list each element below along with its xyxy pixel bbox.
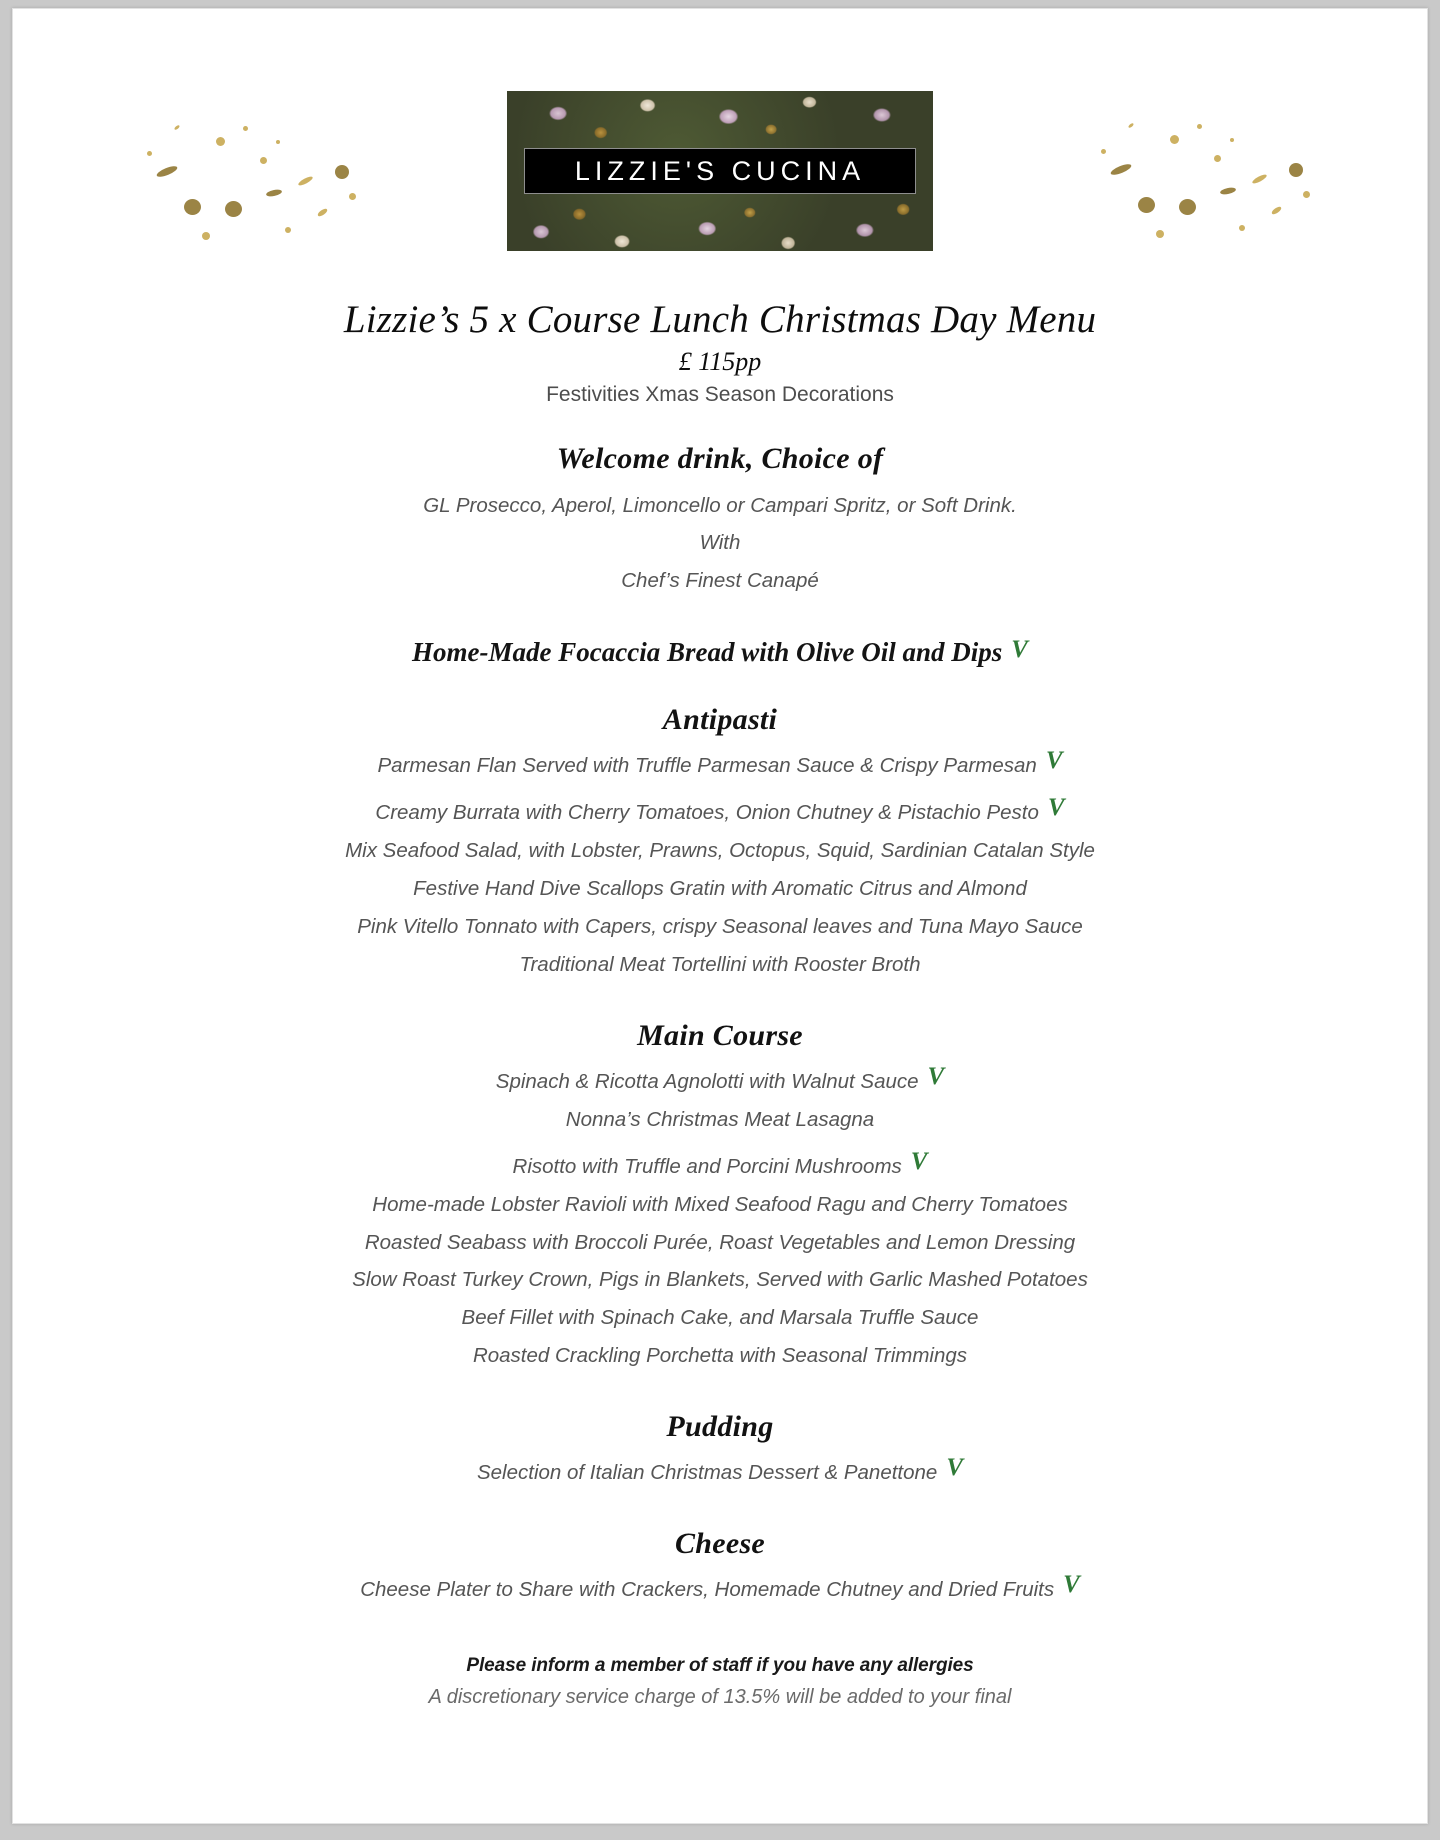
menu-item [73, 946, 1367, 984]
menu-section [73, 1526, 1367, 1609]
section-welcome-drink [73, 441, 1367, 601]
menu-sections [73, 702, 1367, 1609]
menu-item [73, 870, 1367, 908]
menu-item [73, 1186, 1367, 1224]
menu-item [73, 1337, 1367, 1375]
menu-item [73, 1101, 1367, 1139]
menu-footer [73, 1655, 1367, 1709]
menu-item [73, 1261, 1367, 1299]
vegetarian-icon: V [1011, 636, 1028, 664]
allergy-notice: Please inform a member of staff if you have any allergies [466, 1655, 974, 1677]
menu-item-label: Parmesan Flan Served with Truffle Parmesan Sauce & Crispy Parmesan [377, 754, 1037, 778]
menu-item-label: Cheese Plater to Share with Crackers, Homemade Chutney and Dried Fruits [360, 1578, 1055, 1602]
menu-item [73, 1445, 1367, 1492]
menu-item [73, 1224, 1367, 1262]
vegetarian-icon: V [946, 1454, 964, 1482]
section-heading: Pudding [666, 1410, 774, 1444]
menu-item [73, 832, 1367, 870]
service-charge-notice: A discretionary service charge of 13.5% will be added to your final [428, 1686, 1012, 1709]
menu-item-label: Roasted Crackling Porchetta with Seasonal Trimmings [472, 1344, 968, 1368]
page-title: Lizzie’s 5 x Course Lunch Christmas Day Menu [343, 298, 1097, 341]
vegetarian-icon: V [1047, 794, 1065, 822]
menu-item-label: Spinach & Ricotta Agnolotti with Walnut Sauce [495, 1069, 919, 1093]
bread-course-label: Home-Made Focaccia Bread with Olive Oil and Dips [412, 637, 1003, 668]
menu-page [12, 8, 1428, 1824]
section-heading: Antipasti [662, 703, 778, 737]
section-heading: Main Course [637, 1018, 803, 1052]
menu-item [73, 1054, 1367, 1101]
menu-item [73, 785, 1367, 832]
restaurant-logo [507, 91, 933, 251]
menu-item [73, 738, 1367, 785]
section-heading: Cheese [674, 1527, 766, 1561]
menu-item-label: Traditional Meat Tortellini with Rooster Broth [519, 952, 921, 976]
menu-item-label: Roasted Seabass with Broccoli Purée, Roast Vegetables and Lemon Dressing [364, 1230, 1076, 1254]
vegetarian-icon: V [1045, 747, 1063, 775]
menu-subtitle: Festivities Xmas Season Decorations [546, 382, 894, 406]
welcome-drink-lines [73, 487, 1367, 601]
vegetarian-icon: V [927, 1062, 945, 1090]
section-heading-welcome: Welcome drink, Choice of [556, 441, 884, 475]
welcome-line: Chef’s Finest Canapé [621, 569, 819, 593]
menu-item-label: Mix Seafood Salad, with Lobster, Prawns, Octopus, Squid, Sardinian Catalan Style [345, 839, 1095, 863]
vegetarian-icon: V [1063, 1571, 1080, 1599]
welcome-line: With [699, 531, 741, 555]
menu-item-label: Risotto with Truffle and Porcini Mushrooms [512, 1154, 902, 1178]
menu-item-label: Slow Roast Turkey Crown, Pigs in Blankets, Served with Garlic Mashed Potatoes [352, 1268, 1088, 1292]
menu-item-label: Home-made Lobster Ravioli with Mixed Seafood Ragu and Cherry Tomatoes [372, 1192, 1068, 1216]
menu-item [73, 1562, 1367, 1609]
menu-item [73, 908, 1367, 946]
menu-item-label: Creamy Burrata with Cherry Tomatoes, Onion Chutney & Pistachio Pesto [375, 801, 1039, 825]
menu-section [73, 702, 1367, 984]
menu-section [73, 1409, 1367, 1492]
vegetarian-icon: V [910, 1147, 928, 1175]
menu-item-label: Beef Fillet with Spinach Cake, and Marsala Truffle Sauce [461, 1306, 979, 1330]
menu-content [13, 299, 1427, 1709]
menu-section [73, 1018, 1367, 1375]
menu-item-label: Nonna’s Christmas Meat Lasagna [565, 1107, 875, 1131]
logo-banner [524, 148, 916, 194]
menu-price: £ 115pp [678, 347, 762, 377]
logo-wordmark: LIZZIE'S CUCINA [574, 155, 866, 186]
menu-item [73, 1299, 1367, 1337]
bread-course [73, 636, 1367, 668]
menu-item-label: Selection of Italian Christmas Dessert & Panettone [476, 1461, 938, 1485]
menu-item-label: Pink Vitello Tonnato with Capers, crispy Seasonal leaves and Tuna Mayo Sauce [357, 914, 1083, 938]
welcome-line: GL Prosecco, Aperol, Limoncello or Campari Spritz, or Soft Drink. [423, 493, 1017, 517]
menu-header [13, 77, 1427, 277]
menu-item-label: Festive Hand Dive Scallops Gratin with Aromatic Citrus and Almond [413, 877, 1027, 901]
menu-item [73, 1139, 1367, 1186]
confetti-decoration-left [133, 109, 363, 249]
confetti-decoration-right [1087, 107, 1317, 247]
